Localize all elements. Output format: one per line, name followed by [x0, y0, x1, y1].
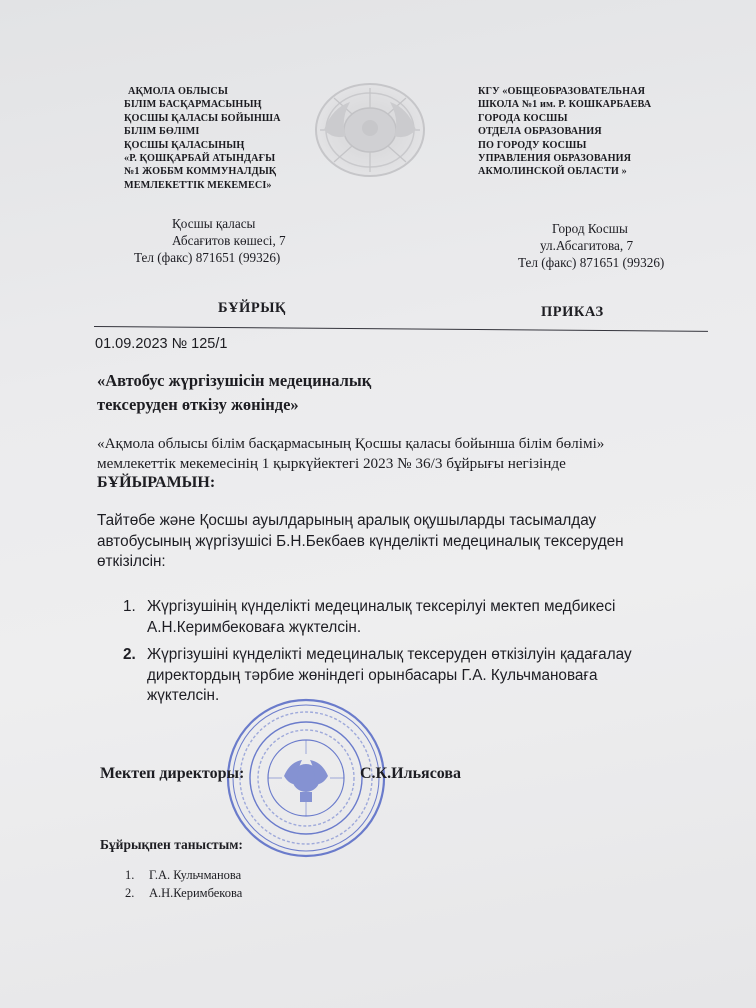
basis-line: мемлекеттік мекемесінің 1 қыркүйектегі 2023 № 36/3 бұйрығы негізінде — [97, 454, 566, 472]
header-left-line: БІЛІМ БАСҚАРМАСЫНЫҢ — [124, 99, 262, 111]
signature-role: Мектеп директоры: — [100, 765, 245, 782]
address-right-city: Город Косшы — [552, 221, 628, 236]
basis-line: «Ақмола облысы білім басқармасының Қосшы қаласы бойынша білім бөлімі» — [97, 435, 605, 452]
header-left-line: АҚМОЛА ОБЛЫСЫ — [128, 86, 228, 97]
header-left — [124, 85, 281, 192]
body-line: өткізілсін: — [97, 553, 166, 570]
list-item-line: А.Н.Керимбековаға жүктелсін. — [147, 618, 362, 636]
item-number: 2. — [123, 646, 136, 663]
header-right — [478, 85, 651, 179]
list-item — [147, 597, 615, 638]
address-right-street: ул.Абсагитова, 7 — [540, 238, 634, 253]
address-right-phone: Тел (факс) 871651 (99326) — [518, 255, 665, 270]
ack-name: А.Н.Керимбекова — [149, 886, 243, 900]
header-right-line: УПРАВЛЕНИЯ ОБРАЗОВАНИЯ — [478, 153, 632, 165]
ack-number: 1. — [125, 868, 135, 882]
date-number: 01.09.2023 № 125/1 — [95, 336, 228, 352]
ack-heading: Бұйрықпен таныстым: — [100, 837, 243, 852]
order-title-line: «Автобус жүргізушісін медециналық — [97, 371, 372, 390]
order-title — [97, 369, 371, 417]
header-left-line: «Р. ҚОШҚАРБАЙ АТЫНДАҒЫ — [124, 153, 276, 165]
list-item-line: директордың тәрбие жөніндегі орынбасары Г.А. Кульчмановаға — [147, 666, 598, 684]
doc-type-kz: БҰЙРЫҚ — [218, 300, 286, 316]
list-item-line: Жүргізушіні күнделікті медециналық тексеруден өткізілуін қадағалау — [147, 646, 632, 663]
address-left-street: Абсағитов көшесі, 7 — [172, 233, 286, 248]
order-word: БҰЙЫРАМЫН: — [97, 474, 216, 491]
header-right-line: АКМОЛИНСКОЙ ОБЛАСТИ » — [478, 166, 627, 178]
list-item-line: Жүргізушінің күнделікті медециналық тексерілуі мектеп медбикесі — [147, 598, 616, 615]
header-right-line: ОТДЕЛА ОБРАЗОВАНИЯ — [478, 126, 602, 138]
header-right-line: КГУ «ОБЩЕОБРАЗОВАТЕЛЬНАЯ — [478, 86, 646, 97]
list-item — [147, 645, 632, 707]
header-right-line: ГОРОДА КОСШЫ — [478, 112, 568, 124]
item-number: 1. — [123, 598, 136, 615]
body-line: Тайтөбе және Қосшы ауылдарының аралық оқушыларды тасымалдау — [97, 512, 597, 529]
list-item-line: жүктелсін. — [147, 687, 220, 704]
header-left-line: МЕМЛЕКЕТТІК МЕКЕМЕСІ» — [124, 179, 272, 191]
header-right-line: ПО ГОРОДУ КОСШЫ — [478, 139, 587, 151]
body-line: автобусының жүргізушісі Б.Н.Бекбаев күнделікті медециналық тексеруден — [97, 532, 624, 550]
address-left-phone: Тел (факс) 871651 (99326) — [134, 250, 281, 265]
doc-type-ru: ПРИКАЗ — [541, 304, 604, 320]
header-left-line: ҚОСШЫ ҚАЛАСЫНЫҢ — [124, 139, 245, 151]
header-left-line: ҚОСШЫ ҚАЛАСЫ БОЙЫНША — [124, 112, 281, 124]
header-divider — [94, 326, 708, 332]
kazakhstan-emblem-icon — [310, 80, 430, 180]
address-left-city: Қосшы қаласы — [172, 216, 256, 231]
basis — [97, 434, 604, 473]
ack-name: Г.А. Кульчманова — [149, 868, 242, 882]
header-right-line: ШКОЛА №1 им. Р. КОШКАРБАЕВА — [478, 99, 652, 111]
order-title-line: тексеруден өткізу жөнінде» — [97, 395, 299, 414]
body-text — [97, 511, 624, 573]
signature-name: С.К.Ильясова — [360, 765, 462, 782]
header-left-line: БІЛІМ БӨЛІМІ — [124, 126, 200, 138]
ack-number: 2. — [125, 886, 135, 900]
header-left-line: №1 ЖОББМ КОММУНАЛДЫҚ — [124, 166, 277, 178]
